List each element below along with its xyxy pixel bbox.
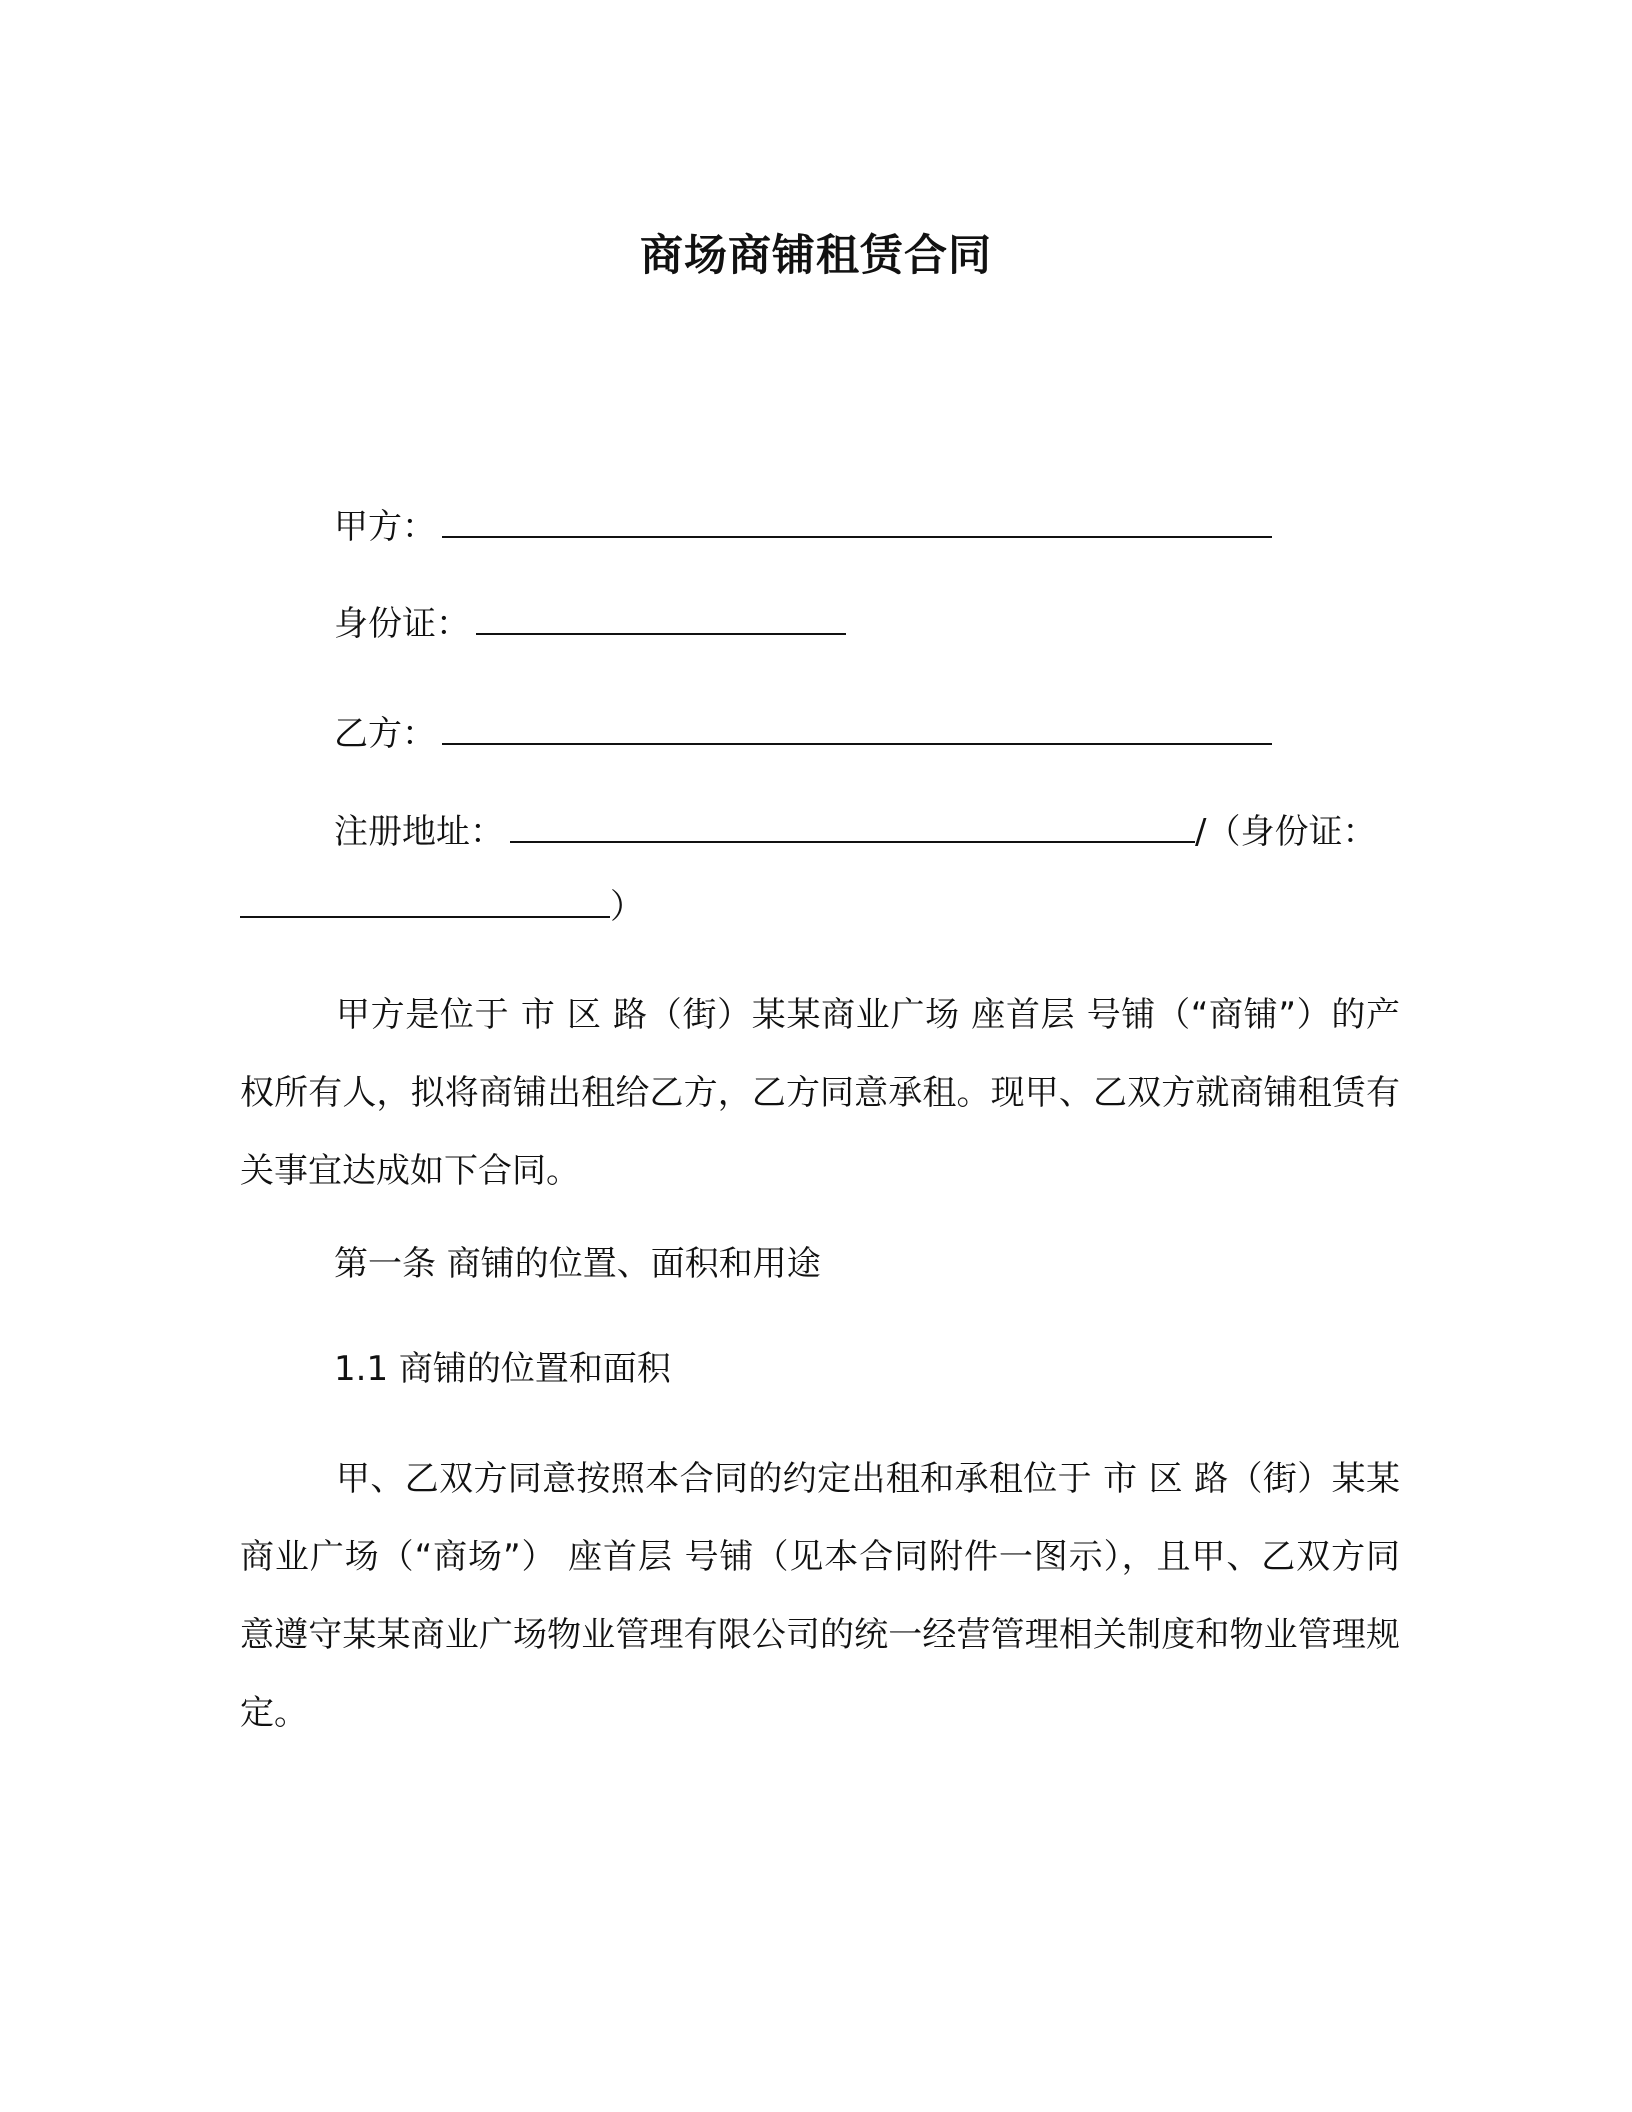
section-1-1-paragraph: 甲、乙双方同意按照本合同的约定出租和承租位于 市 区 路（街）某某商业广场（“商场”） 座首层 号铺（见本合同附件一图示），且甲、乙双方同意遵守某某商业广场物业管理有限公司的统一经营管理相关制度和物业管理规定。 xyxy=(240,1459,1400,1733)
section-1-1-heading: 1.1 商铺的位置和面积 xyxy=(334,1349,671,1389)
reg-address-line xyxy=(334,805,1376,856)
reg-address-suffix: /（身份证： xyxy=(1195,812,1377,852)
reg-id-blank[interactable] xyxy=(240,880,610,918)
reg-id-line xyxy=(240,880,644,931)
reg-address-label: 注册地址： xyxy=(334,812,504,852)
id-card-line xyxy=(334,597,846,648)
article1-heading: 第一条 商铺的位置、面积和用途 xyxy=(334,1244,821,1284)
party-a-label: 甲方： xyxy=(334,507,436,547)
reg-id-close: ） xyxy=(610,887,644,927)
party-a-blank[interactable] xyxy=(442,500,1272,538)
party-b-line xyxy=(334,707,1272,758)
reg-address-blank[interactable] xyxy=(510,805,1195,843)
party-a-line xyxy=(334,500,1272,551)
party-b-label: 乙方： xyxy=(334,714,436,754)
party-b-blank[interactable] xyxy=(442,707,1272,745)
id-card-label: 身份证： xyxy=(334,604,470,644)
id-card-blank[interactable] xyxy=(476,597,846,635)
document-title: 商场商铺租赁合同 xyxy=(640,231,992,281)
intro-paragraph: 甲方是位于 市 区 路（街）某某商业广场 座首层 号铺（“商铺”）的产权所有人，拟将商铺出租给乙方，乙方同意承租。现甲、乙双方就商铺租赁有关事宜达成如下合同。 xyxy=(240,995,1400,1191)
